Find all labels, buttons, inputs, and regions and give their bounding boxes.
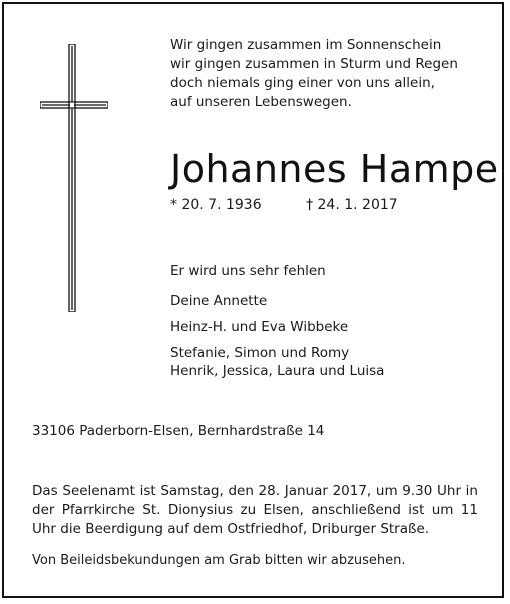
condolence-note: Von Beileidsbekundungen am Grab bitten wir abzusehen.: [32, 553, 406, 568]
mourning-statement: Er wird uns sehr fehlen: [170, 263, 326, 279]
mourner-line: Heinz-H. und Eva Wibbeke: [170, 319, 349, 335]
poem-line: wir gingen zusammen in Sturm und Regen: [170, 56, 458, 72]
mourning-block: [170, 262, 384, 380]
family-address: 33106 Paderborn-Elsen, Bernhardstraße 14: [32, 423, 325, 439]
cross-icon: [40, 44, 108, 312]
life-dates: [170, 196, 398, 214]
service-details: Das Seelenamt ist Samstag, den 28. Januar 2017, um 9.30 Uhr in der Pfarrkirche St. Dionysius zu Elsen, anschließend ist um 11 Uhr die Beerdigung auf dem Ostfriedhof, Driburger Straße.: [32, 483, 478, 537]
poem-line: auf unseren Lebenswegen.: [170, 94, 352, 110]
death-date: † 24. 1. 2017: [306, 197, 398, 213]
poem-line: Wir gingen zusammen im Sonnenschein: [170, 37, 442, 53]
poem-line: doch niemals ging einer von uns allein,: [170, 75, 435, 91]
mourner-line: Deine Annette: [170, 293, 268, 309]
mourner-line: Henrik, Jessica, Laura und Luisa: [170, 363, 385, 379]
deceased-name: Johannes Hampe: [170, 147, 499, 191]
poem: [170, 36, 458, 112]
birth-date: * 20. 7. 1936: [170, 197, 262, 213]
mourner-line: Stefanie, Simon und Romy: [170, 345, 350, 361]
